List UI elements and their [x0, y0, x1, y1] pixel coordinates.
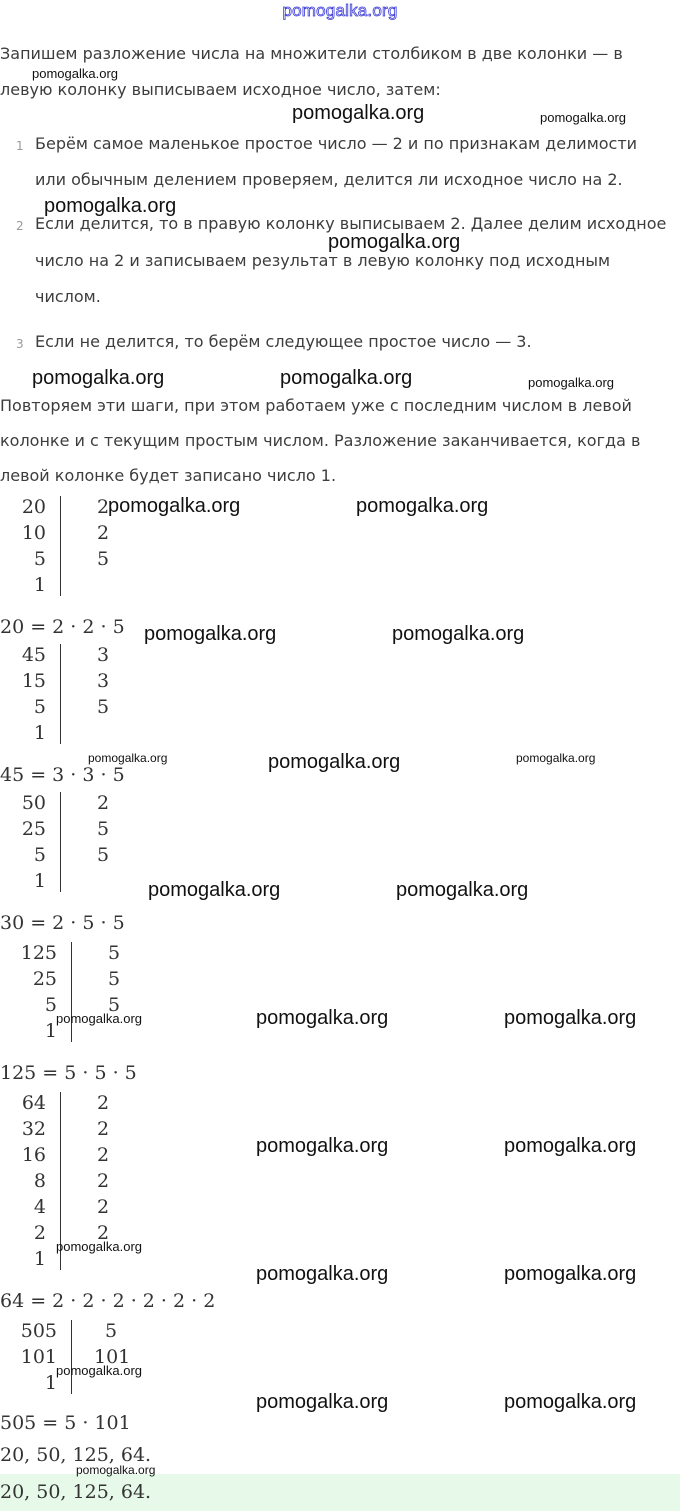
divisor-value: 5 — [96, 844, 110, 866]
divisor-value: 5 — [96, 696, 110, 718]
divisor-value: 2 — [96, 522, 110, 544]
watermark: pomogalka.org — [268, 751, 401, 773]
repeat-line-2: колонке и с текущим простым числом. Разложение заканчивается, когда в — [0, 431, 641, 450]
divisor-value: 2 — [96, 792, 110, 814]
watermark: pomogalka.org — [516, 751, 596, 765]
watermark: pomogalka.org — [108, 495, 241, 517]
watermark: pomogalka.org — [32, 367, 165, 389]
watermark: pomogalka.org — [56, 1239, 142, 1254]
dividend-value: 15 — [21, 670, 46, 692]
watermark: pomogalka.org — [44, 195, 177, 217]
divisor-value: 3 — [96, 644, 110, 666]
column-divider — [71, 942, 72, 1042]
step-3-line-1: Если не делится, то берём следующее простое число — 3. — [35, 332, 532, 351]
dividend-value: 20 — [21, 496, 46, 518]
dividend-value: 5 — [33, 548, 46, 570]
dividend-value: 5 — [33, 844, 46, 866]
answer-text: 20, 50, 125, 64. — [0, 1481, 152, 1503]
dividend-column — [0, 790, 46, 894]
dividend-value: 50 — [21, 792, 46, 814]
watermark: pomogalka.org — [328, 231, 461, 253]
dividend-value: 5 — [44, 994, 57, 1016]
dividend-value: 1 — [33, 1248, 46, 1270]
dividend-value: 125 — [20, 942, 57, 964]
watermark: pomogalka.org — [148, 879, 281, 901]
watermark: pomogalka.org — [504, 1135, 637, 1157]
dividend-column — [0, 1090, 46, 1272]
watermark: pomogalka.org — [56, 1011, 142, 1026]
divisor-value: 5 — [107, 994, 121, 1016]
dividend-value: 2 — [33, 1222, 46, 1244]
repeat-line-3: левой колонке будет записано число 1. — [0, 466, 337, 485]
dividend-value: 25 — [21, 818, 46, 840]
divisor-value: 2 — [96, 1118, 110, 1140]
divisor-value: 5 — [107, 968, 121, 990]
factorization-result: 20 = 2 · 2 · 5 — [0, 616, 125, 638]
dividend-value: 1 — [44, 1372, 57, 1394]
divisor-column — [86, 1090, 120, 1246]
watermark: pomogalka.org — [504, 1391, 637, 1413]
dividend-value: 45 — [21, 644, 46, 666]
divisor-value: 5 — [96, 548, 110, 570]
repeat-line-1: Повторяем эти шаги, при этом работаем уже с последним числом в левой — [0, 396, 632, 415]
watermark: pomogalka.org — [504, 1007, 637, 1029]
dividend-value: 8 — [33, 1170, 46, 1192]
step-2-line-1: Если делится, то в правую колонку выписываем 2. Далее делим исходное — [35, 214, 667, 233]
step-2-line-3: числом. — [35, 287, 101, 306]
dividend-value: 16 — [21, 1144, 46, 1166]
watermark: pomogalka.org — [292, 102, 425, 124]
column-divider — [60, 792, 61, 892]
dividend-value: 32 — [21, 1118, 46, 1140]
watermark: pomogalka.org — [256, 1391, 389, 1413]
watermark: pomogalka.org — [256, 1263, 389, 1285]
factorization-result: 505 = 5 · 101 — [0, 1412, 131, 1434]
step-2-number: 2 — [16, 219, 24, 233]
divisor-column — [86, 642, 120, 720]
factorization-result: 125 = 5 · 5 · 5 — [0, 1062, 137, 1084]
dividend-value: 1 — [33, 870, 46, 892]
dividend-value: 64 — [21, 1092, 46, 1114]
watermark: pomogalka.org — [32, 66, 118, 81]
step-1-line-1: Берём самое маленькое простое число — 2 и по признакам делимости — [35, 134, 638, 153]
dividend-value: 1 — [33, 722, 46, 744]
step-3-number: 3 — [16, 337, 24, 351]
divisor-column — [97, 940, 131, 1018]
site-logo[interactable]: pomogalka.org — [282, 1, 398, 20]
divisor-value: 2 — [96, 1092, 110, 1114]
dividend-value: 25 — [32, 968, 57, 990]
intro-line-2: левую колонку выписываем исходное число, затем: — [0, 80, 441, 99]
dividend-value: 505 — [20, 1320, 57, 1342]
dividend-column — [0, 642, 46, 746]
column-divider — [60, 496, 61, 596]
dividend-column — [0, 1318, 57, 1396]
intro-line-1: Запишем разложение числа на множители столбиком в две колонки — в — [0, 44, 623, 63]
watermark: pomogalka.org — [56, 1363, 142, 1378]
divisor-value: 2 — [96, 496, 110, 518]
dividend-value: 10 — [21, 522, 46, 544]
divisor-value: 5 — [107, 942, 121, 964]
dividend-value: 4 — [33, 1196, 46, 1218]
divisor-value: 2 — [96, 1222, 110, 1244]
watermark: pomogalka.org — [392, 623, 525, 645]
divisor-value: 2 — [96, 1144, 110, 1166]
dividend-column — [0, 940, 57, 1044]
watermark: pomogalka.org — [256, 1135, 389, 1157]
watermark: pomogalka.org — [356, 495, 489, 517]
factorization-result: 30 = 2 · 5 · 5 — [0, 912, 125, 934]
divisor-value: 5 — [104, 1320, 118, 1342]
factorization-result: 64 = 2 · 2 · 2 · 2 · 2 · 2 — [0, 1290, 216, 1312]
step-1-number: 1 — [16, 139, 24, 153]
column-divider — [71, 1320, 72, 1394]
column-divider — [60, 644, 61, 744]
factorization-result: 45 = 3 · 3 · 5 — [0, 764, 125, 786]
watermark: pomogalka.org — [76, 1463, 156, 1477]
watermark: pomogalka.org — [396, 879, 529, 901]
divisor-value: 101 — [94, 1346, 131, 1368]
dividend-value: 101 — [20, 1346, 57, 1368]
divisor-value: 2 — [96, 1196, 110, 1218]
step-2-line-2: число на 2 и записываем результат в левую колонку под исходным — [35, 251, 611, 270]
watermark: pomogalka.org — [528, 375, 614, 390]
dividend-value: 1 — [44, 1020, 57, 1042]
divisor-column — [86, 790, 120, 868]
watermark: pomogalka.org — [504, 1263, 637, 1285]
watermark: pomogalka.org — [256, 1007, 389, 1029]
watermark: pomogalka.org — [540, 110, 626, 125]
divisor-value: 5 — [96, 818, 110, 840]
watermark: pomogalka.org — [144, 623, 277, 645]
dividend-value: 1 — [33, 574, 46, 596]
divisor-value: 2 — [96, 1170, 110, 1192]
watermark: pomogalka.org — [88, 751, 168, 765]
dividend-column — [0, 494, 46, 598]
final-list: 20, 50, 125, 64. — [0, 1444, 152, 1466]
step-1-line-2: или обычным делением проверяем, делится ли исходное число на 2. — [35, 170, 623, 189]
watermark: pomogalka.org — [280, 367, 413, 389]
dividend-value: 5 — [33, 696, 46, 718]
divisor-value: 3 — [96, 670, 110, 692]
